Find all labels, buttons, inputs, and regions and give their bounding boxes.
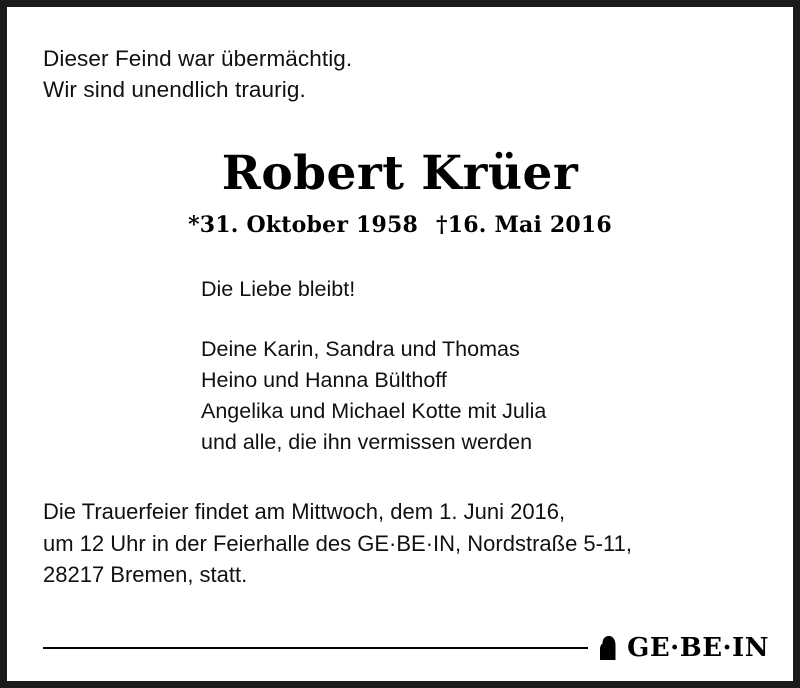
logo-bar xyxy=(43,631,769,665)
intro-line-2: Wir sind unendlich traurig. xyxy=(43,77,306,103)
horizontal-rule xyxy=(43,647,588,649)
life-dates xyxy=(43,212,757,238)
ceremony-line-2: um 12 Uhr in der Feierhalle des GE·BE·IN, Nordstraße 5-11, xyxy=(43,530,632,556)
ceremony-line-3: 28217 Bremen, statt. xyxy=(43,561,248,587)
death-date: †16. Mai 2016 xyxy=(436,212,612,239)
gebein-logo xyxy=(598,633,769,663)
family-line: Angelika und Michael Kotte mit Julia xyxy=(201,398,547,423)
mourner-figure-icon xyxy=(598,635,620,661)
family-line: Deine Karin, Sandra und Thomas xyxy=(201,336,520,361)
ceremony-text xyxy=(43,496,757,590)
motto-text: Die Liebe bleibt! xyxy=(201,277,356,302)
family-line: und alle, die ihn vermissen werden xyxy=(201,430,533,455)
deceased-name: Robert Krüer xyxy=(221,146,579,202)
logo-text: GE·BE·IN xyxy=(627,633,769,663)
name-block xyxy=(43,146,757,239)
intro-line-1: Dieser Feind war übermächtig. xyxy=(43,46,353,71)
birth-date: *31. Oktober 1958 xyxy=(188,212,419,239)
ceremony-line-1: Die Trauerfeier findet am Mittwoch, dem 1. Juni 2016, xyxy=(43,499,566,525)
family-line: Heino und Hanna Bülthoff xyxy=(201,367,447,392)
mourners-block xyxy=(43,274,757,458)
intro-text xyxy=(43,43,757,105)
